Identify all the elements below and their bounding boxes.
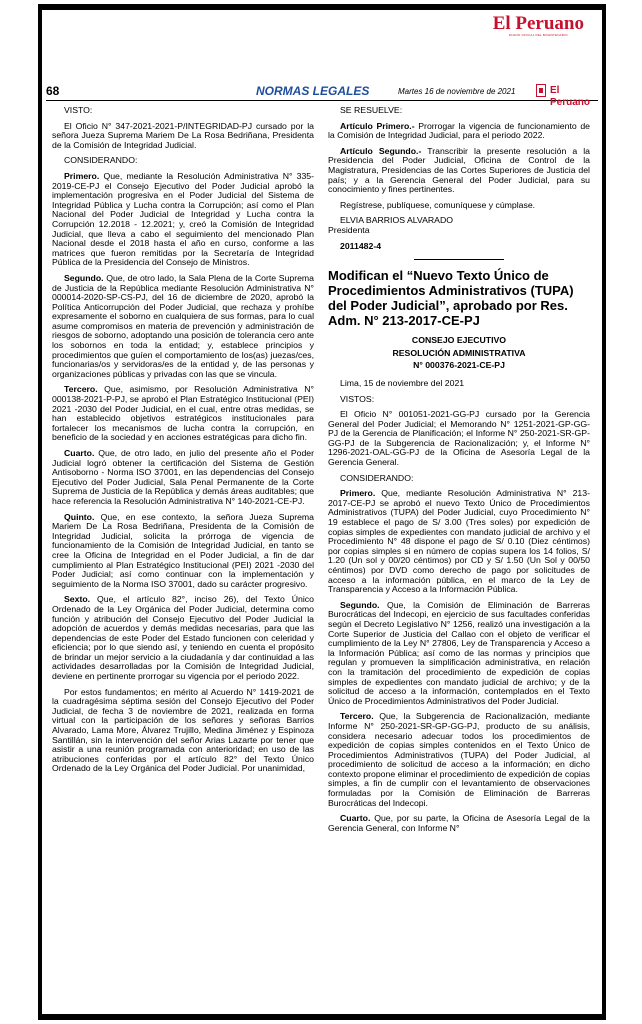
signer-title: Presidenta: [328, 224, 370, 235]
closing-formula: Regístrese, publíquese, comuníquese y cúmplase.: [340, 199, 536, 210]
article: Artículo Primero.- Prorrogar la vigencia de funcionamiento de la Comisión de Integridad Judicial, para el periodo 2022.: [328, 120, 590, 141]
paragraph-lead: Tercero.: [340, 711, 374, 722]
section-title: NORMAS LEGALES: [256, 84, 370, 98]
paragraph: Cuarto. Que, por su parte, la Oficina de Asesoría Legal de la Gerencia General, con Informe N°: [328, 813, 590, 833]
page-frame: [38, 4, 606, 1020]
issue-date: Martes 16 de noviembre de 2021: [398, 87, 516, 96]
left-column: [52, 106, 314, 1010]
considerando-heading: CONSIDERANDO:: [340, 472, 414, 483]
considerando-heading: CONSIDERANDO:: [64, 155, 138, 166]
paragraph: Tercero. Que, la Subgerencia de Racionalización, mediante Informe N° 250-2021-SR-GP-GG-PJ, producto de su análisis, considera necesario adecuar todos los procedimientos de expedición de copias simples contenidos en el Texto Único de Procedimientos Administrativos (TUPA) del Poder Judicial, al procedimiento de solicitud de acceso a la información; en dicho contexto propone eliminar el procedimiento de expedición de copias simples, a fin de cumplir con el levantamiento de observaciones formuladas por la Comisión de Eliminación de Barreras Burocráticas del Indecopi.: [328, 711, 590, 808]
article-lead: Artículo Segundo.-: [340, 145, 422, 156]
article-lead: Artículo Primero.-: [340, 120, 415, 131]
paragraph-lead: Primero.: [64, 170, 100, 181]
paragraph-lead: Cuarto.: [340, 813, 371, 824]
logo-subtitle: DIARIO OFICIAL DEL BICENTENARIO: [508, 33, 568, 37]
paragraph: Sexto. Que, el artículo 82°, inciso 26), del Texto Único Ordenado de la Ley Orgánica del Poder Judicial, determina como función y atribución del Consejo Ejecutivo del Poder Judicial la adopción de acuerdos y demás medidas necesarias, para que las dependencias de este Poder del Estado funcionen con celeridad y eficiencia; por lo que siendo así, y teniendo en cuenta el propósito de brindar un mejor servicio a la ciudadanía y dar continuidad a las actividades desarrolladas por la Comisión de Integridad Judicial, deviene en pertinente prorrogar su vigencia por el periodo 2022.: [52, 594, 314, 682]
vistos-heading: VISTOS:: [340, 393, 375, 404]
article: Artículo Segundo.- Transcribir la presente resolución a la Presidencia del Poder Judicial, Oficina de Control de la Magistratura, Presidencias de las Cortes Superiores de Justicia del país; y a la Gerencia General del Poder Judicial, para su conocimiento y fines pertinentes.: [328, 145, 590, 195]
page-number: 68: [46, 84, 60, 98]
paragraph-lead: Cuarto.: [64, 448, 95, 458]
paragraph: El Oficio N° 001051-2021-GG-PJ cursado por la Gerencia General del Poder Judicial; el Memorando N° 1251-2021-GP-GG-PJ de la Gerencia de Planificación; el Informe N° 250-2021-SR-GP-GG-PJ de la Subgerencia de Racionalización; y, el Informe N° 1296-2021-OAL-GG-PJ de la Oficina de Asesoría Legal de la Gerencia General.: [328, 409, 590, 468]
el-peruano-logo: El Peruano: [492, 13, 584, 34]
divider: [414, 259, 504, 260]
issuing-body: CONSEJO EJECUTIVO: [411, 335, 507, 346]
paragraph: Primero. Que, mediante Resolución Administrativa N° 213-2017-CE-PJ se aprobó el nuevo Texto Único de Procedimientos Administrativos (TUPA) del Poder Judicial, cuyo Procedimiento N° 19 establece el pago de S/ 3.00 (Tres soles) por expedición de copias simples de expedientes con mandato judicial de archivo y el Procedimiento N° 48 dispone el pago de S/ 0.10 (Diez céntimos) por copias simples si en número de copias supera los 14 folios, S/ 1.20 (Un sol y 00/20 céntimos) por CD y S/ 1.50 (Un Sol y 00/50 céntimos) por DVD como derecho de pago por solicitudes de acceso a la información pública, en el marco de la Ley de Transparencia y Acceso a la Información Pública.: [328, 488, 590, 595]
paragraph: Primero. Que, mediante la Resolución Administrativa N° 335-2019-CE-PJ el Consejo Ejecutivo del Poder Judicial aprobó la implementación progresiva en el Poder Judicial del Sistema de Integridad Pública y Lucha contra la Corrupción; así como el Plan Nacional del Poder Judicial de Integridad y Lucha contra la Corrupción 12.2018 - 12.2021; y, creó la Comisión de Integridad Judicial, que lleva a cabo el seguimiento del mencionado Plan Nacional desde el 2018 hasta el año en curso, conforme a las matrices que fueron remitidas por la Secretaría de Integridad Pública de la Presidencia del Consejo de Ministros.: [52, 170, 314, 268]
resolution-number: N° 000376-2021-CE-PJ: [413, 360, 505, 371]
place-date: Lima, 15 de noviembre del 2021: [340, 377, 465, 388]
se-resuelve-heading: SE RESUELVE:: [340, 106, 403, 115]
paragraph-lead: Segundo.: [64, 272, 104, 283]
signature-block: [328, 216, 590, 235]
visto-heading: VISTO:: [64, 106, 93, 115]
article-title: Modifican el “Nuevo Texto Único de Procedimientos Administrativos (TUPA) del Poder Judicial”, aprobado por Res. Adm. N° 213-2017-CE-PJ: [328, 268, 574, 329]
paragraph-lead: Quinto.: [64, 511, 95, 522]
document-code: 2011482-4: [340, 240, 382, 251]
paragraph: Tercero. Que, asimismo, por Resolución Administrativa N° 000138-2021-P-PJ, se aprobó el Plan Estratégico Institucional (PEI) 2021 -2030 del Poder Judicial, en el cual, entre otras medidas, se han establecido objetivos estratégicos institucionales para fortalecer los mecanismos de lucha contra la corrupción, en beneficio de la sociedad y en acciones estratégicas para dicho fin.: [52, 384, 314, 443]
signer-name: ELVIA BARRIOS ALVARADO: [340, 215, 453, 226]
right-column: [328, 106, 590, 1010]
paragraph: Segundo. Que, de otro lado, la Sala Plena de la Corte Suprema de Justicia de la República mediante Resolución Administrativa N° 000014-2020-SP-CS-PJ, del 16 de diciembre de 2020, aprobó la Política Anticorrupción del Poder Judicial, que rechaza y prohíbe expresamente el soborno en cualquiera de sus formas, para lo cual asume compromisos en materia de prevención y administración de riesgos de soborno, adoptando una posición de tolerancia cero ante los sobornos en toda la entidad; y, establece principios y procedimientos que guíen el comportamiento de los(as) juezas/ces, funcionarias/os y servidoras/es de la entidad y, de las personas y organizaciones públicas y privadas con las que se vincula.: [52, 272, 314, 379]
paragraph: Cuarto. Que, de otro lado, en julio del presente año el Poder Judicial logró obtener la certificación del Sistema de Gestión Antisoborno - Norma ISO 37001, en las dependencias del Consejo Ejecutivo del Poder Judicial, Sala Penal Permanente de la Corte Suprema de Justicia de la República y demás áreas auditables; que hace referencia la Resolución Administrativa N° 140-2021-CE-PJ.: [52, 448, 314, 506]
paragraph: Quinto. Que, en ese contexto, la señora Jueza Suprema Mariem De La Rosa Bedriñana, Presidenta de la Comisión de Integridad Judicial, solicita la prórroga de vigencia de funcionamiento de la Comisión de Integridad Judicial, en tanto se cree la Oficina de Integridad en el Poder Judicial, a fin de dar cumplimiento al Plan Estratégico Institucional (PEI) 2021 -2030 del Poder Judicial; así como continuar con la implementación y seguimiento de la Norma ISO 37001, dado su carácter progresivo.: [52, 511, 314, 589]
running-header: [46, 84, 598, 108]
paragraph-lead: Segundo.: [340, 599, 380, 610]
resolution-type: RESOLUCIÓN ADMINISTRATIVA: [392, 347, 526, 358]
paragraph-lead: Sexto.: [64, 594, 91, 605]
paragraph: Segundo. Que, la Comisión de Eliminación de Barreras Burocráticas del Indecopi, en ejercicio de sus facultades conferidas según el Decreto Legislativo N° 1256, realizó una investigación a la Corte Superior de Justicia del Callao con el objeto de verificar el cumplimiento de la Ley N° 27806, Ley de Transparencia y Acceso a la Información Pública; así como de las normas y principios que regulan y promueven la simplificación administrativa, en relación con la tramitación del procedimiento de expedición de copias simples de expedientes con mandato judicial de archivo; y de la solicitud de acceso a la información, contemplados en el Texto Único de Procedimientos Administrativos del Poder Judicial.: [328, 599, 590, 706]
paragraph: El Oficio N° 347-2021-2021-P/INTEGRIDAD-PJ cursado por la señora Jueza Suprema Mariem De La Rosa Bedriñana, Presidenta de la Comisión de Integridad Judicial.: [52, 120, 314, 150]
coat-of-arms-icon: [536, 84, 546, 97]
paragraph-lead: Tercero.: [64, 384, 98, 395]
paragraph: Por estos fundamentos; en mérito al Acuerdo N° 1419-2021 de la cuadragésima séptima sesión del Consejo Ejecutivo del Poder Judicial, de fecha 3 de noviembre de 2021, realizada en forma virtual con la participación de los señores y señoras Barrios Alvarado, Lama More, Álvarez Trujillo, Medina Jiménez y Espinoza Santillán, sin la intervención del señor Arias Lazarte por tener que asistir a una reunión programada con anterioridad; en uso de las atribuciones conferidas por el artículo 82° del Texto Único Ordenado de la Ley Orgánica del Poder Judicial. Por unanimidad,: [52, 686, 314, 774]
masthead: [493, 14, 584, 37]
paragraph-lead: Primero.: [340, 488, 376, 499]
header-brand: El Peruano: [550, 85, 591, 108]
newspaper-page: [42, 10, 602, 1014]
